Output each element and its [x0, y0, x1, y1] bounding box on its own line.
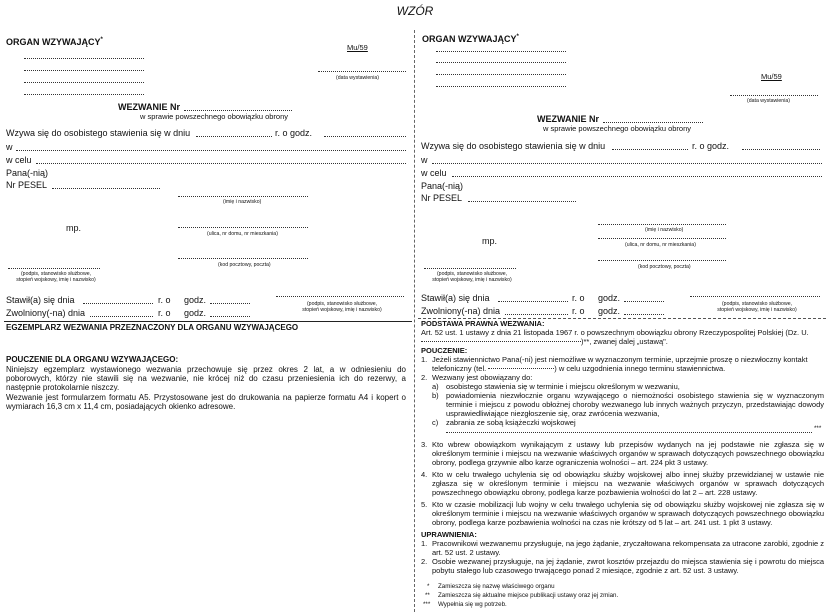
right-2-num: 2.: [421, 557, 428, 566]
signature-line[interactable]: [424, 268, 516, 269]
purpose-label: w celu: [421, 168, 447, 178]
instruction-1-b: ) w celu uzgodnienia innego terminu stawiennictwa.: [554, 364, 726, 373]
appeared-date-line[interactable]: [83, 303, 153, 304]
legal-basis-title: PODSTAWA PRAWNA WEZWANIA:: [421, 319, 545, 328]
released-label: Zwolniony(-na) dnia: [6, 308, 86, 318]
form-code: Mu/59: [347, 43, 368, 52]
instruction-2c: zabrania ze sobą książeczki wojskowej: [446, 418, 576, 427]
name-line[interactable]: [598, 224, 726, 225]
summons-time-text: r. o godz.: [692, 141, 730, 151]
summons-date-text: Wzywa się do osobistego stawienia się w dniu: [6, 128, 191, 138]
page-title: WZÓR: [396, 4, 434, 18]
instruction-2a-letter: a): [432, 382, 439, 391]
footnote-3-mark: ***: [423, 601, 431, 608]
instruction-2-num: 2.: [421, 373, 428, 382]
released-label: Zwolniony(-na) dnia: [421, 306, 501, 316]
signature-line[interactable]: [8, 268, 100, 269]
instruction-2b-letter: b): [432, 391, 439, 400]
released-ro: r. o: [572, 306, 585, 316]
organ-line-2[interactable]: [24, 70, 144, 71]
released-ro: r. o: [158, 308, 171, 318]
instruction-3: Kto wbrew obowiązkom wynikającym z ustawy lub przepisów wydanych na jej podstawie nie zgłasza się w określonym terminie i miejscu na wezwanie właściwych organów w sprawach dotyczących powszechnego obowiązku obrony, podlega grzywnie albo karze ograniczenia wolności – art. 224 pkt 3 ustawy.: [432, 440, 824, 467]
appeared-date-line[interactable]: [498, 301, 568, 302]
summons-time-line[interactable]: [324, 136, 406, 137]
pesel-label: Nr PESEL: [421, 193, 463, 203]
place-line[interactable]: [432, 163, 822, 164]
organ-label-text: ORGAN WZYWAJĄCY: [6, 37, 101, 47]
instruction-2a: osobistego stawienia się w terminie i miejscu określonym w wezwaniu,: [446, 382, 680, 391]
seal-label: mp.: [66, 223, 82, 233]
instruction-2b: powiadomienia niezwłocznie organu wzywającego o niemożności osobistego stawienia się w wyznaczonym terminie i miejscu z powodu obłożnej choroby wezwanego lub innych ważnych przyczyn, przedstawiając dowody usprawiedliwiające niezgłoszenie się, oraz zwrócenia wezwania,: [446, 391, 824, 418]
date-caption: (data wystawienia): [336, 75, 379, 81]
date-line[interactable]: [318, 71, 406, 72]
legal-basis-text-b: )**, zwanej dalej „ustawą".: [581, 337, 668, 346]
signature-caption-1: (podpis, stanowisko służbowe,: [20, 271, 92, 277]
instruction-3-num: 3.: [421, 440, 428, 449]
officer-signature-caption: [276, 301, 408, 313]
released-godz: godz.: [598, 306, 621, 316]
footnote-1-mark: *: [427, 583, 430, 590]
released-godz: godz.: [184, 308, 207, 318]
instruction-5: Kto w czasie mobilizacji lub wojny w celu trwałego uchylenia się od obowiązku służby wojskowej nie zgłasza się w określonym terminie i miejscu na wezwanie właściwych organów w sprawach dotyczących powszechnego obowiązku obrony, podlega karze pozbawienia wolności na czas nie krótszy od 5 lat – art. 241 ust. 1 pkt 3 ustawy.: [432, 500, 824, 527]
appeared-time-line[interactable]: [624, 301, 664, 302]
organ-line-4[interactable]: [24, 94, 144, 95]
organ-instruction-text: Niniejszy egzemplarz wystawionego wezwania przechowuje się przez okres 2 lat, a w odniesieniu do poborowych, którzy nie stawili się na wezwanie, nie krócej niż do czasu przeniesienia ich do rezerwy, a następnie protokolarnie niszczy.: [6, 365, 406, 392]
name-caption: (imię i nazwisko): [645, 227, 684, 233]
legal-basis-text-a: Art. 52 ust. 1 ustawy z dnia 21 listopada 1967 r. o powszechnym obowiązku obrony Rzeczypospolitej Polskiej (Dz. U.: [421, 328, 809, 337]
pesel-line[interactable]: [52, 188, 160, 189]
form-code: Mu/59: [761, 72, 782, 81]
purpose-line[interactable]: [36, 163, 406, 164]
appeared-ro: r. o: [158, 295, 171, 305]
pesel-line[interactable]: [468, 201, 576, 202]
place-label: w: [421, 155, 428, 165]
summons-date-line[interactable]: [612, 149, 688, 150]
postal-line[interactable]: [178, 258, 308, 259]
instruction-2-intro: Wezwany jest obowiązany do:: [432, 373, 533, 382]
organ-line-3[interactable]: [436, 74, 566, 75]
summons-subtitle: w sprawie powszechnego obowiązku obrony: [543, 124, 692, 133]
signature-caption: [8, 271, 104, 283]
organ-line-2[interactable]: [436, 62, 566, 63]
addressee-label: Pana(-nią): [421, 181, 464, 191]
signature-caption-2: stopień wojskowy, imię i nazwisko): [16, 277, 96, 283]
footnote-2: Zamieszcza się aktualne miejsce publikacji ustawy oraz jej zmian.: [438, 592, 619, 599]
summons-title: WEZWANIE Nr: [118, 102, 180, 112]
organ-label: [6, 35, 103, 47]
postal-line[interactable]: [598, 260, 726, 261]
addressee-label: Pana(-nią): [6, 168, 49, 178]
purpose-label: w celu: [6, 155, 32, 165]
summons-time-text: r. o godz.: [275, 128, 313, 138]
released-time-line[interactable]: [624, 314, 664, 315]
footnote-1: Zamieszcza się nazwę właściwego organu: [438, 583, 555, 590]
phone-fill[interactable]: [488, 368, 554, 369]
appeared-ro: r. o: [572, 293, 585, 303]
date-line[interactable]: [730, 95, 818, 96]
organ-line-4[interactable]: [436, 86, 566, 87]
organ-star: *: [100, 37, 103, 43]
cut-line: [414, 30, 415, 612]
appeared-time-line[interactable]: [210, 303, 250, 304]
officer-signature-line[interactable]: [276, 296, 404, 297]
footnote-2-mark: **: [425, 592, 430, 599]
officer-caption-2: stopień wojskowy, imię i nazwisko): [717, 307, 797, 313]
instruction-1: [432, 355, 824, 373]
officer-caption-2: stopień wojskowy, imię i nazwisko): [302, 307, 382, 313]
officer-caption-1: (podpis, stanowisko służbowe,: [306, 301, 378, 307]
right-2: Osobie wezwanej przysługuje, na jej żądanie, zwrot kosztów przejazdu do miejsca stawienia się i powrotu do miejsca pobytu stałego lub czasowego trwającego ponad 2 miesiące, zgodnie z art. 52 ust. 3 ustawy.: [432, 557, 824, 575]
organ-star: *: [516, 34, 519, 40]
summons-time-line[interactable]: [742, 149, 820, 150]
right-1-num: 1.: [421, 539, 428, 548]
appeared-godz: godz.: [598, 293, 621, 303]
instruction-2c-letter: c): [432, 418, 439, 427]
postal-caption: (kod pocztowy, poczta): [218, 262, 271, 268]
military-book-fill[interactable]: [446, 432, 812, 433]
name-caption: (imię i nazwisko): [223, 199, 262, 205]
organ-instruction-title: POUCZENIE DLA ORGANU WZYWAJĄCEGO:: [6, 355, 179, 364]
summons-number-line[interactable]: [184, 110, 292, 111]
legal-basis-fill[interactable]: [421, 341, 581, 342]
officer-signature-caption: [690, 301, 824, 313]
officer-signature-line[interactable]: [690, 296, 820, 297]
street-line[interactable]: [178, 227, 308, 228]
organ-line-1[interactable]: [436, 51, 566, 52]
place-line[interactable]: [16, 150, 406, 151]
summons-subtitle: w sprawie powszechnego obowiązku obrony: [140, 112, 289, 121]
summons-date-line[interactable]: [196, 136, 272, 137]
released-date-line[interactable]: [505, 314, 568, 315]
released-date-line[interactable]: [90, 316, 153, 317]
street-caption: (ulica, nr domu, nr mieszkania): [207, 231, 278, 237]
instruction-4-num: 4.: [421, 470, 428, 479]
signature-caption-1: (podpis, stanowisko służbowe,: [436, 271, 508, 277]
released-time-line[interactable]: [210, 316, 250, 317]
officer-caption-1: (podpis, stanowisko służbowe,: [721, 301, 793, 307]
date-caption: (data wystawienia): [747, 98, 790, 104]
organ-line-3[interactable]: [24, 82, 144, 83]
summons-title: WEZWANIE Nr: [537, 114, 599, 124]
legal-basis-text: [421, 328, 825, 346]
instruction-1-a: Jeżeli stawiennictwo Pana(-ni) jest niemożliwe w wyznaczonym terminie, uprzejmie proszę o niezwłoczny kontakt telefoniczny (tel.: [432, 355, 808, 373]
left-separator: [4, 321, 412, 322]
organ-label-text: ORGAN WZYWAJĄCY: [422, 34, 517, 44]
summons-number-line[interactable]: [603, 122, 703, 123]
purpose-line[interactable]: [452, 176, 822, 177]
seal-label: mp.: [482, 236, 498, 246]
instruction-2-stars: ***: [814, 425, 822, 432]
place-label: w: [6, 142, 13, 152]
instruction-4: Kto w celu trwałego uchylenia się od obowiązku służby wojskowej albo innej służby przewidzianej w ustawie nie zgłasza się w określonym terminie i miejscu na wezwanie właściwych organów w sprawach dotyczących powszechnego obowiązku obrony, podlega karze pozbawienia wolności do lat 2 – art. 228 ustawy.: [432, 470, 824, 497]
appeared-label: Stawił(a) się dnia: [6, 295, 75, 305]
signature-caption-2: stopień wojskowy, imię i nazwisko): [432, 277, 512, 283]
organ-instruction-text-2: Wezwanie jest formularzem formatu A5. Przystosowane jest do drukowania na papierze formatu A4 i kopert o wymiarach 16,3 cm x 11,4 cm, posiadających okienko adresowe.: [6, 393, 406, 411]
appeared-label: Stawił(a) się dnia: [421, 293, 490, 303]
copy-for-organ: EGZEMPLARZ WEZWANIA PRZEZNACZONY DLA ORGANU WZYWAJĄCEGO: [6, 323, 299, 332]
signature-caption: [424, 271, 520, 283]
street-line[interactable]: [598, 238, 726, 239]
instruction-title: POUCZENIE:: [421, 346, 468, 355]
organ-label: [422, 32, 519, 44]
instruction-5-num: 5.: [421, 500, 428, 509]
postal-caption: (kod pocztowy, poczta): [638, 264, 691, 270]
right-1: Pracownikowi wezwanemu przysługuje, na jego żądanie, zryczałtowana rekompensata za utracone zarobki, zgodnie z art. 52 ust. 2 ustawy.: [432, 539, 824, 557]
pesel-label: Nr PESEL: [6, 180, 48, 190]
rights-title: UPRAWNIENIA:: [421, 530, 477, 539]
name-line[interactable]: [178, 196, 308, 197]
street-caption: (ulica, nr domu, nr mieszkania): [625, 242, 696, 248]
appeared-godz: godz.: [184, 295, 207, 305]
footnote-3: Wypełnia się wg potrzeb.: [438, 601, 507, 608]
instruction-1-num: 1.: [421, 355, 428, 364]
organ-line-1[interactable]: [24, 58, 144, 59]
summons-date-text: Wzywa się do osobistego stawienia się w dniu: [421, 141, 606, 151]
